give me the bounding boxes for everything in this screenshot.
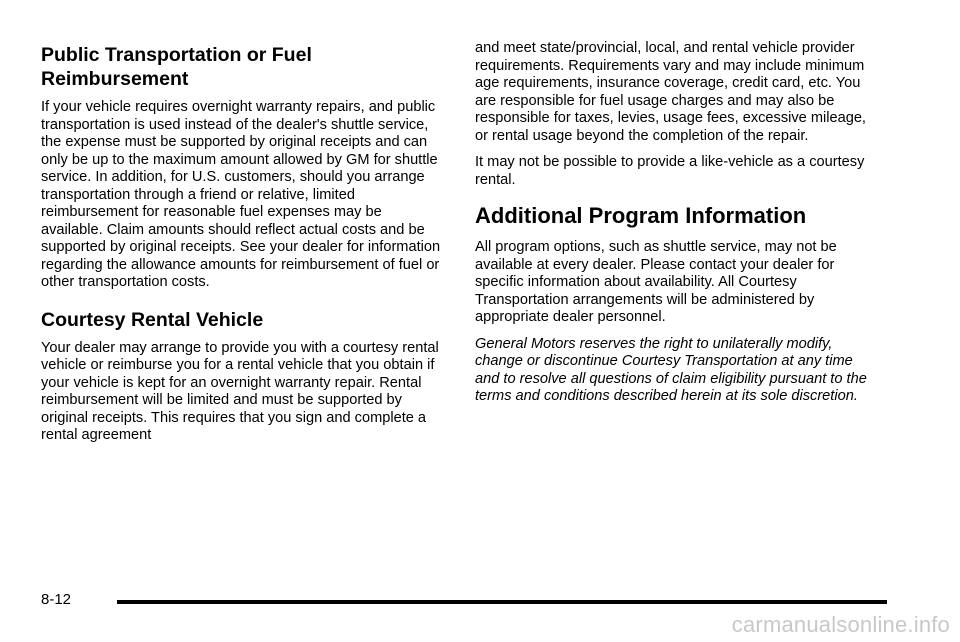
- paragraph-like-vehicle: It may not be possible to provide a like-vehicle as a courtesy rental.: [475, 154, 865, 188]
- paragraph-courtesy-rental: Your dealer may arrange to provide you with a courtesy rental vehicle or reimburse you for a rental vehicle that you obtain if your vehicle is kept for an overnight warranty repair. Rental reimbursement will be limited and must be supported by original receipts. This requires that you sign and complete a rental agreement: [41, 339, 439, 443]
- heading-courtesy-rental: Courtesy Rental Vehicle: [41, 308, 264, 331]
- paragraph-program-options: All program options, such as shuttle service, may not be available at every dealer. Please contact your dealer for specific information about availability. All Courtesy Transportation arrangements will be administered by appropriate dealer personnel.: [475, 239, 837, 325]
- heading-public-transportation: Public Transportation or Fuel Reimbursement: [41, 44, 312, 90]
- footer-divider: [117, 600, 887, 604]
- paragraph-public-transportation: If your vehicle requires overnight warranty repairs, and public transportation is used instead of the dealer's shuttle service, the expense must be supported by original receipts and can only be up to the maximum amount allowed by GM for shuttle service. In addition, for U.S. customers, should you arrange transportation through a friend or relative, limited reimbursement for reasonable fuel expenses may be available. Claim amounts should reflect actual costs and be supported by original receipts. See your dealer for information regarding the allowance amounts for reimbursement of fuel or other transportation costs.: [41, 99, 441, 290]
- paragraph-gm-disclaimer: General Motors reserves the right to unilaterally modify, change or discontinue Courtesy Transportation at any time and to resolve all questions of claim eligibility pursuant to the terms and conditions described herein at its sole discretion.: [475, 335, 867, 404]
- paragraph-rental-requirements: and meet state/provincial, local, and rental vehicle provider requirements. Requirements vary and may include minimum age requirements, insurance coverage, credit card, etc. You are responsible for fuel usage charges and may also be responsible for taxes, levies, usage fees, excessive mileage, or rental usage beyond the completion of the repair.: [475, 40, 866, 144]
- page-number: 8-12: [41, 591, 72, 608]
- site-watermark[interactable]: carmanualsonline.info: [731, 612, 950, 637]
- right-column: [475, 40, 875, 415]
- heading-additional-program: Additional Program Information: [475, 203, 807, 228]
- left-column: [41, 43, 441, 454]
